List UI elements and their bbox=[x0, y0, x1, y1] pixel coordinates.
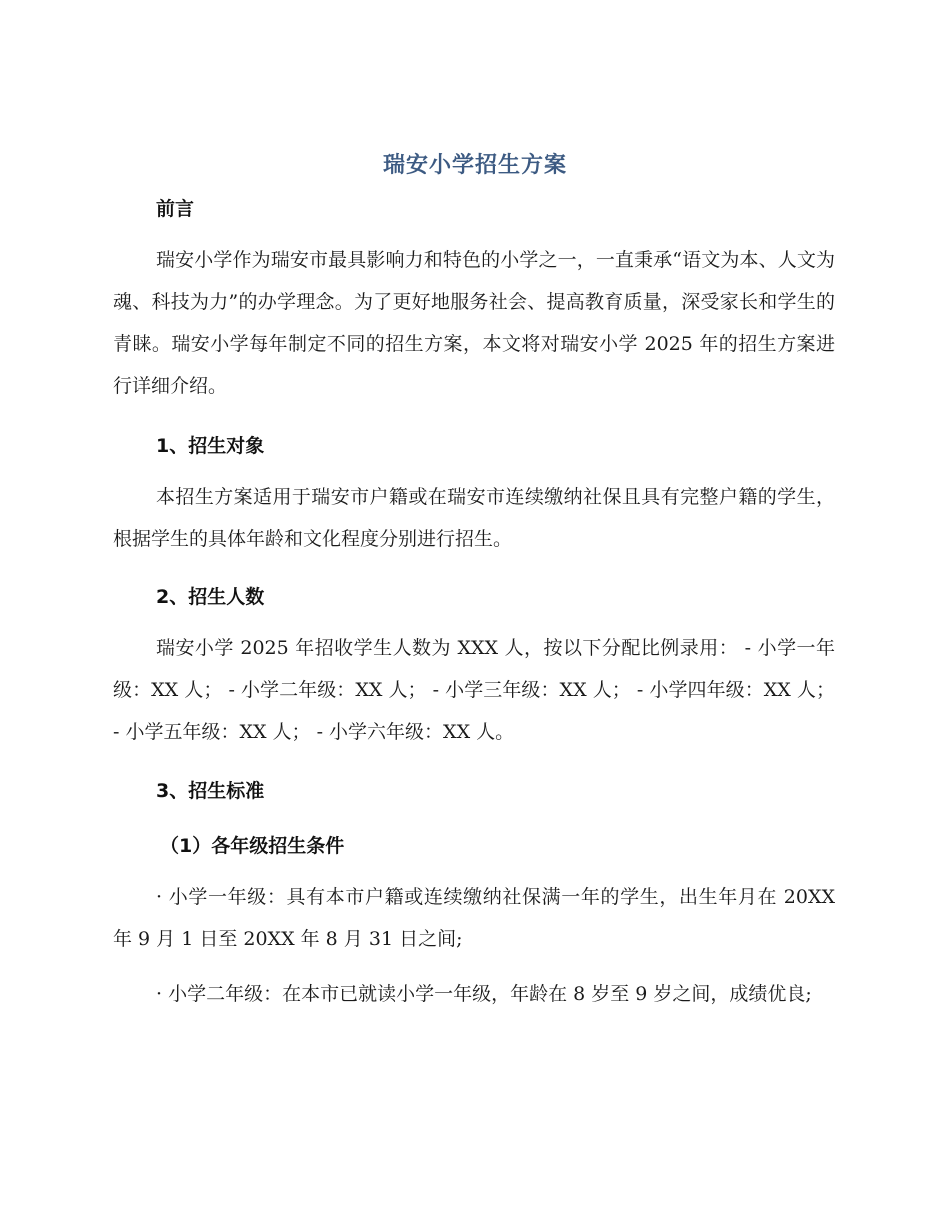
subsection-heading-conditions: （1）各年级招生条件 bbox=[160, 835, 345, 857]
section-heading-target: 1、招生对象 bbox=[156, 435, 265, 457]
section-heading-quota: 2、招生人数 bbox=[156, 586, 265, 608]
list-item-grade-one: · 小学一年级：具有本市户籍或连续缴纳社保满一年的学生，出生年月在 20XX 年 9 月 1 日至 20XX 年 8 月 31 日之间; bbox=[113, 886, 835, 950]
section-heading-standards: 3、招生标准 bbox=[156, 780, 265, 802]
section-paragraph-target: 本招生方案适用于瑞安市户籍或在瑞安市连续缴纳社保且具有完整户籍的学生，根据学生的具体年龄和文化程度分别进行招生。 bbox=[113, 486, 835, 550]
preface-paragraph: 瑞安小学作为瑞安市最具影响力和特色的小学之一，一直秉承“语文为本、人文为魂、科技为力”的办学理念。为了更好地服务社会、提高教育质量，深受家长和学生的青睐。瑞安小学每年制定不同的招生方案，本文将对瑞安小学 2025 年的招生方案进行详细介绍。 bbox=[113, 249, 835, 397]
section-paragraph-quota: 瑞安小学 2025 年招收学生人数为 XXX 人，按以下分配比例录用： - 小学一年级：XX 人； - 小学二年级：XX 人； - 小学三年级：XX 人； - 小学四年级：XX 人； - 小学五年级：XX 人； - 小学六年级：XX 人。 bbox=[113, 637, 835, 743]
preface-heading: 前言 bbox=[156, 198, 195, 220]
document-title: 瑞安小学招生方案 bbox=[382, 153, 567, 178]
list-item-grade-two: · 小学二年级：在本市已就读小学一年级，年龄在 8 岁至 9 岁之间，成绩优良; bbox=[156, 983, 812, 1005]
